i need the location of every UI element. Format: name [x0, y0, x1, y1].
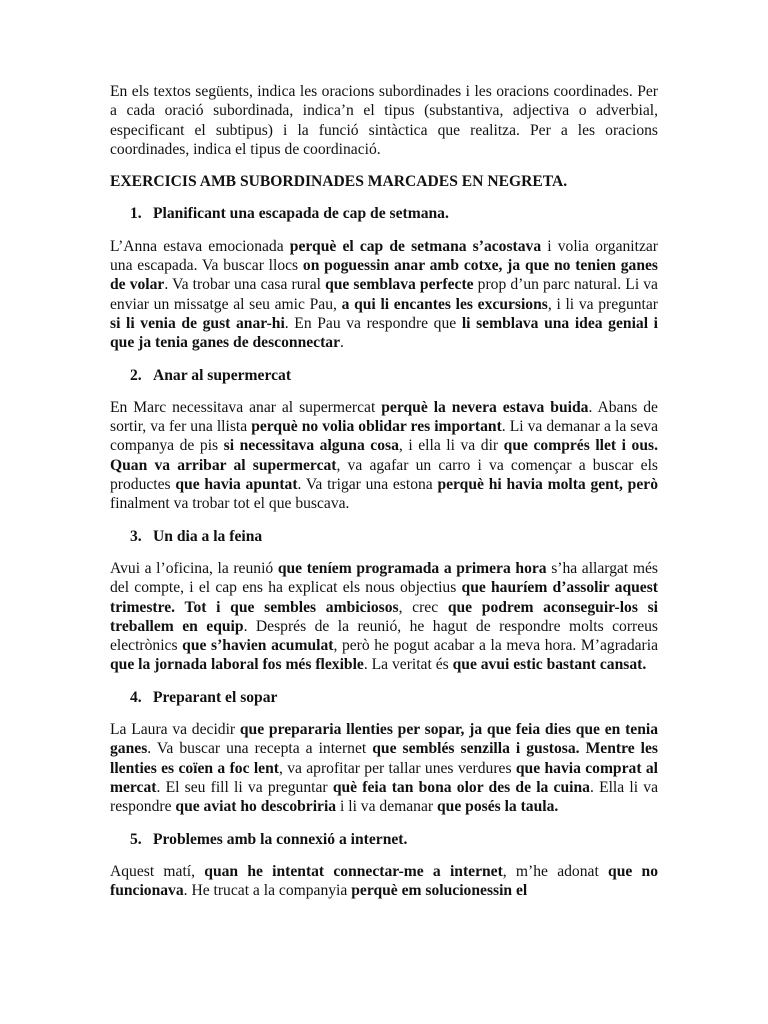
subordinate-clause: que semblés senzilla i gustosa. Mentre les llenties es coïen a foc lent	[110, 740, 658, 777]
subordinate-clause: que podrem aconseguir-los si treballem en equip	[110, 598, 658, 635]
document-page	[110, 82, 658, 915]
exercise-2	[110, 366, 658, 514]
subordinate-clause: perquè el cap de setmana s’acostava	[289, 237, 542, 255]
subordinate-clause: que la jornada laboral fos més flexible	[110, 656, 364, 674]
subordinate-clause: a qui li encantes les excursions	[341, 295, 548, 313]
subordinate-clause: li semblava una idea genial i que ja tenia ganes de desconnectar	[110, 314, 658, 352]
subordinate-clause: perquè la nevera estava buida	[381, 398, 589, 416]
exercise-5	[110, 830, 658, 902]
subordinate-clause: que havia apuntat	[175, 476, 298, 494]
exercise-heading: 5. Problemes amb la connexió a internet.	[130, 830, 408, 848]
exercise-text: L’Anna estava emocionada perquè el cap de setmana s’acostava i volia organitzar una escapada. Va buscar llocs on poguessin anar amb cotxe, ja que no tenien ganes de volar. Va trobar una casa rural que semblava perfecte prop d’un parc natural. Li va enviar un missatge al seu amic Pau, a qui li encantes les excursions, i li va preguntar si li venia de gust anar-hi. En Pau va respondre que li semblava una idea genial i que ja tenia ganes de desconnectar.	[110, 237, 658, 352]
exercise-text: En Marc necessitava anar al supermercat perquè la nevera estava buida. Abans de sortir, va fer una llista perquè no volia oblidar res important. Li va demanar a la seva companya de pis si necessitava alguna cosa, i ella li va dir que comprés llet i ous. Quan va arribar al supermercat, va agafar un carro i va començar a buscar els productes que havia apuntat. Va trigar una estona perquè hi havia molta gent, però finalment va trobar tot el que buscava.	[110, 398, 658, 513]
subordinate-clause: que comprés llet i ous. Quan va arribar al supermercat	[110, 437, 658, 474]
exercise-heading: 4. Preparant el sopar	[130, 688, 278, 706]
subordinate-clause: que s’havien acumulat	[182, 637, 334, 655]
subordinate-clause: que prepararia llenties per sopar, ja que feia dies que en tenia ganes	[110, 721, 658, 758]
exercise-heading: 3. Un dia a la feina	[130, 527, 263, 545]
exercise-1	[110, 204, 658, 352]
subordinate-clause: quan he intentat connectar-me a internet	[204, 862, 503, 880]
subordinate-clause: que semblava perfecte	[325, 276, 474, 294]
subordinate-clause: que avui estic bastant cansat.	[452, 656, 647, 674]
exercise-heading: 2. Anar al supermercat	[130, 366, 292, 384]
subordinate-clause: que havia comprat al mercat	[110, 759, 658, 796]
subordinate-clause: on poguessin anar amb cotxe, ja que no tenien ganes de volar	[110, 257, 658, 294]
subordinate-clause: si li venia de gust anar-hi	[110, 314, 285, 332]
exercise-4	[110, 688, 658, 817]
subordinate-clause: que posés la taula.	[437, 798, 559, 816]
subordinate-clause: perquè no volia oblidar res important	[251, 418, 502, 436]
subordinate-clause: si necessitava alguna cosa	[223, 437, 399, 455]
exercise-text: Aquest matí, quan he intentat connectar-me a internet, m’he adonat que no funcionava. He trucat a la companyia perquè em solucionessin el	[110, 862, 658, 900]
subordinate-clause: que aviat ho descobriria	[175, 798, 337, 816]
instructions-paragraph: En els textos següents, indica les oracions subordinades i les oracions coordinades. Per a cada oració subordinada, indica’n el tipus (substantiva, adjectiva o adverbial, especificant el subtipus) i la funció sintàctica que realitza. Per a les oracions coordinades, indica el tipus de coordinació.	[110, 83, 658, 158]
subordinate-clause: perquè em solucionessin el	[351, 882, 528, 900]
subordinate-clause: que hauríem d’assolir aquest trimestre. Tot i que sembles ambiciosos	[110, 579, 658, 616]
subordinate-clause: perquè hi havia molta gent, però	[437, 476, 658, 494]
subordinate-clause: que no funcionava	[110, 862, 658, 900]
subordinate-clause: que teníem programada a primera hora	[277, 559, 547, 577]
exercise-3	[110, 527, 658, 675]
exercise-text: Avui a l’oficina, la reunió que teníem programada a primera hora s’ha allargat més del compte, i el cap ens ha explicat els nous objectius que hauríem d’assolir aquest trimestre. Tot i que sembles ambiciosos, crec que podrem aconseguir-los si treballem en equip. Després de la reunió, he hagut de respondre molts correus electrònics que s’havien acumulat, però he pogut acabar a la meva hora. M’agradaria que la jornada laboral fos més flexible. La veritat és que avui estic bastant cansat.	[110, 559, 658, 674]
document-title: EXERCICIS AMB SUBORDINADES MARCADES EN NEGRETA.	[110, 173, 568, 191]
subordinate-clause: què feia tan bona olor des de la cuina	[332, 778, 590, 796]
exercise-heading: 1. Planificant una escapada de cap de setmana.	[130, 205, 449, 223]
exercise-text: La Laura va decidir que prepararia llenties per sopar, ja que feia dies que en tenia ganes. Va buscar una recepta a internet que semblés senzilla i gustosa. Mentre les llenties es coïen a foc lent, va aprofitar per tallar unes verdures que havia comprat al mercat. El seu fill li va preguntar què feia tan bona olor des de la cuina. Ella li va respondre que aviat ho descobriria i li va demanar que posés la taula.	[110, 721, 658, 816]
